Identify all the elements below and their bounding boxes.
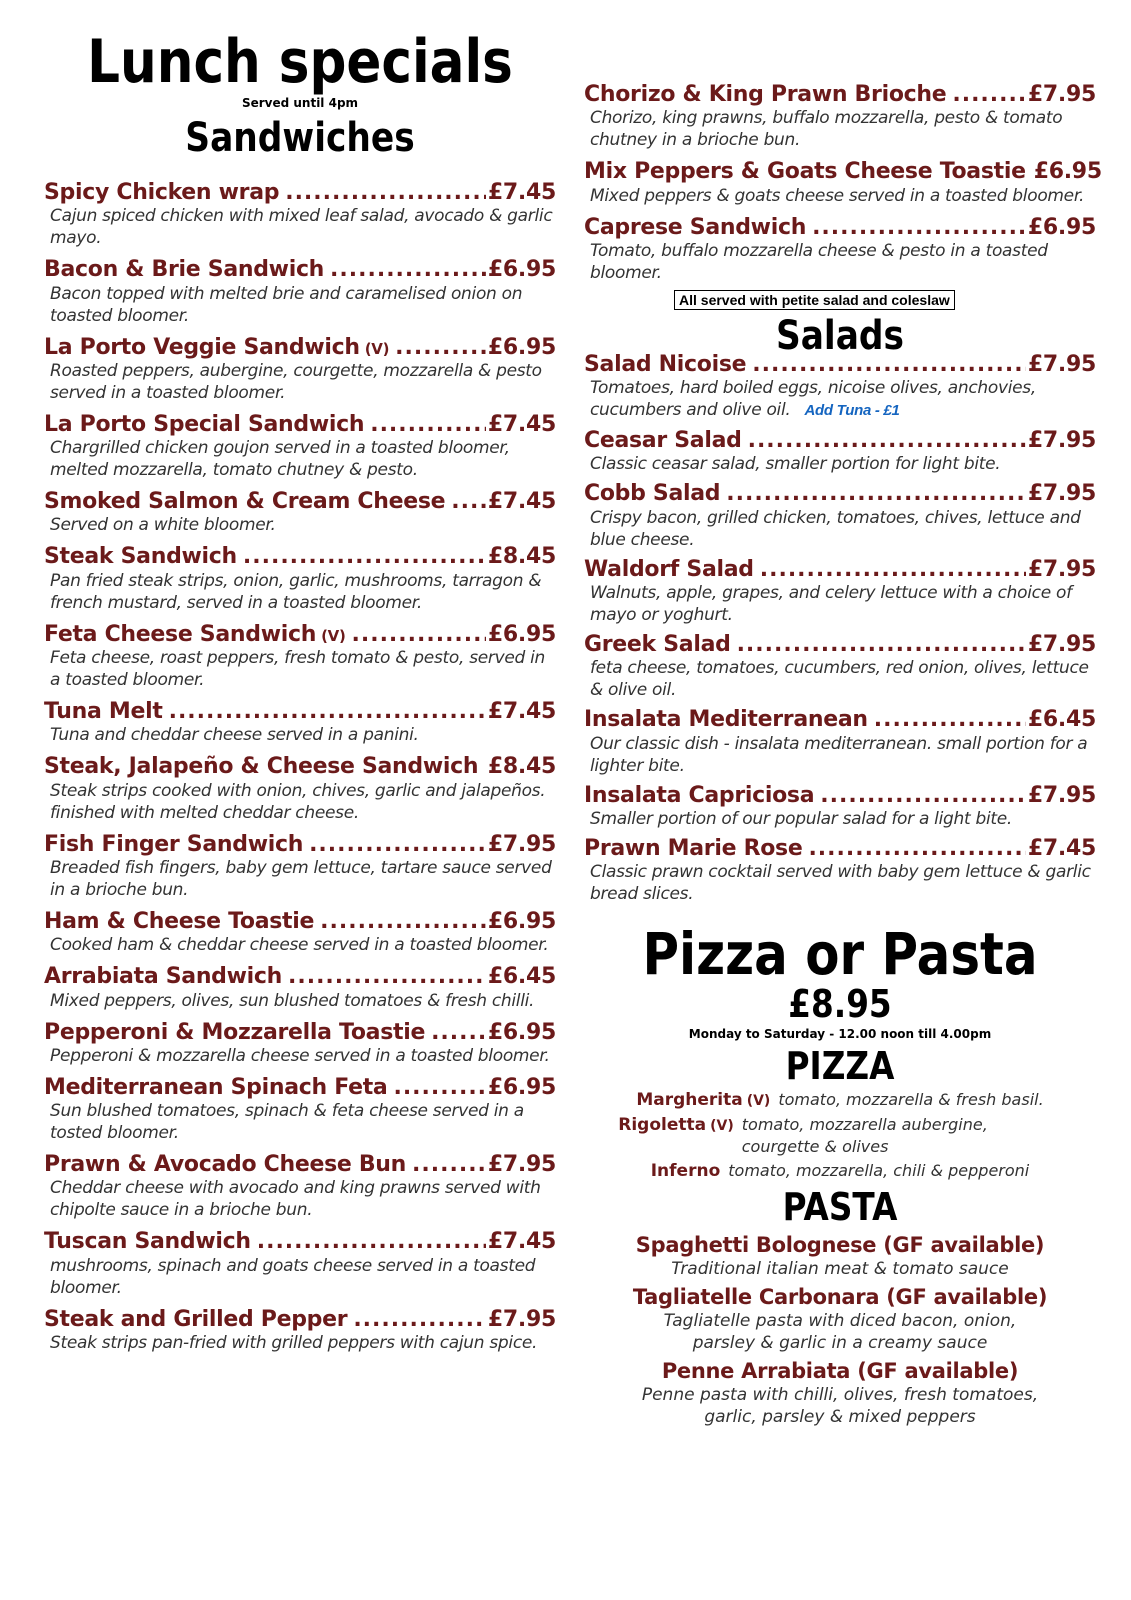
menu-item-header xyxy=(584,557,1096,582)
pizza-name-text: Rigoletta xyxy=(618,1115,707,1136)
menu-item-name: Insalata Capriciosa xyxy=(584,782,815,808)
menu-item-price: £7.45 xyxy=(487,1229,556,1255)
menu-item-description-text: Mixed peppers & goats cheese served in a toasted bloomer. xyxy=(590,185,1085,206)
pizza-description: tomato, mozzarella, chili & pepperoni xyxy=(728,1161,1030,1181)
sandwich-list-left xyxy=(44,180,556,1354)
menu-item-price: £7.95 xyxy=(487,831,556,857)
menu-item-name: Waldorf Salad xyxy=(584,556,754,582)
menu-item-description xyxy=(50,283,556,327)
menu-item xyxy=(44,622,556,691)
menu-item-name: Salad Nicoise xyxy=(584,351,747,377)
menu-item-description xyxy=(50,780,556,824)
menu-item-description-text: feta cheese, tomatoes, cucumbers, red onion, olives, lettuce & olive oil. xyxy=(590,658,1089,701)
vegetarian-badge: (V) xyxy=(321,626,346,645)
dot-leader xyxy=(484,754,486,779)
menu-item-description-text: Cooked ham & cheddar cheese served in a toasted bloomer. xyxy=(50,935,549,956)
menu-item-header xyxy=(44,1152,556,1177)
menu-item-name: Cobb Salad xyxy=(584,481,721,507)
right-column xyxy=(584,0,1102,1432)
menu-item-name: Insalata Mediterranean xyxy=(584,707,868,733)
menu-item-price: £7.95 xyxy=(1027,556,1096,582)
menu-item-price: £7.45 xyxy=(487,699,556,725)
menu-item-price: £7.95 xyxy=(487,1306,556,1332)
menu-item-description-text: Cheddar cheese with avocado and king prawns served with chipolte sauce in a brioche bun. xyxy=(50,1178,541,1221)
menu-item-name: La Porto Veggie Sandwich xyxy=(44,334,360,360)
dot-leader xyxy=(257,1229,486,1254)
menu-item-name: Ceasar Salad xyxy=(584,428,742,454)
pizza-list xyxy=(584,1089,1096,1182)
menu-item-description xyxy=(590,377,1096,422)
served-with-note: All served with petite salad and coleslaw xyxy=(674,290,955,310)
menu-item-price: £7.95 xyxy=(1027,632,1096,658)
pizza-item xyxy=(584,1160,1096,1182)
menu-item-price: £6.95 xyxy=(487,1019,556,1045)
dot-leader xyxy=(370,412,486,437)
menu-item-header xyxy=(44,622,556,647)
menu-item-name: La Porto Special Sandwich xyxy=(44,411,365,437)
menu-item-price: £7.95 xyxy=(1027,428,1096,454)
dot-leader xyxy=(451,489,486,514)
menu-item-header xyxy=(44,489,556,514)
dot-leader xyxy=(726,481,1026,506)
dot-leader xyxy=(285,180,486,205)
menu-item-price: £7.95 xyxy=(1027,82,1096,107)
menu-item-price: £6.95 xyxy=(487,621,556,647)
menu-item-header xyxy=(584,428,1096,453)
vegetarian-badge: (V) xyxy=(364,339,390,358)
menu-item-price: £6.45 xyxy=(1027,707,1096,733)
dot-leader xyxy=(393,1075,485,1100)
menu-item-description-text: Sun blushed tomatoes, spinach & feta cheese served in a tosted bloomer. xyxy=(50,1101,524,1144)
menu-item-header xyxy=(44,412,556,437)
menu-item-description-text: mushrooms, spinach and goats cheese served in a toasted bloomer. xyxy=(50,1255,536,1298)
menu-item-description xyxy=(590,657,1096,701)
menu-item-description xyxy=(50,857,556,901)
menu-item-price: £6.95 xyxy=(487,334,556,360)
pizza-item xyxy=(584,1114,1096,1158)
menu-item-price: £7.95 xyxy=(1027,782,1096,808)
menu-item xyxy=(44,489,556,536)
page-title: Lunch specials xyxy=(87,27,513,97)
menu-item-price: £6.45 xyxy=(487,964,556,990)
dot-leader xyxy=(874,707,1026,732)
menu-item-name: Prawn & Avocado Cheese Bun xyxy=(44,1152,407,1178)
menu-item-description xyxy=(50,514,556,536)
dot-leader xyxy=(412,1152,486,1177)
dot-leader xyxy=(748,428,1026,453)
menu-item-price: £7.45 xyxy=(1027,835,1096,861)
menu-item-price: £7.45 xyxy=(487,411,556,437)
dot-leader xyxy=(320,909,486,934)
menu-item-price: £8.45 xyxy=(487,754,556,780)
menu-item-description-text: Walnuts, apple, grapes, and celery lettuce with a choice of mayo or yoghurt. xyxy=(590,583,1072,626)
menu-item-price: £6.95 xyxy=(1027,214,1096,240)
menu-item-addon: Add Tuna - £1 xyxy=(804,402,900,420)
menu-item-description xyxy=(50,934,556,956)
menu-item-description xyxy=(50,647,556,691)
menu-item-header xyxy=(44,832,556,857)
menu-item xyxy=(44,412,556,481)
menu-item xyxy=(44,335,556,404)
pizza-heading: PIZZA xyxy=(785,1044,895,1089)
menu-item-name: Smoked Salmon & Cream Cheese xyxy=(44,489,446,515)
menu-item xyxy=(44,909,556,956)
pizza-name xyxy=(636,1089,770,1112)
menu-item-header xyxy=(584,836,1096,861)
menu-item-description xyxy=(590,507,1096,551)
menu-item-description xyxy=(590,240,1096,284)
pizza-description: tomato, mozzarella aubergine, courgette & olives xyxy=(741,1115,988,1157)
dot-leader xyxy=(288,964,486,989)
menu-item-name: Prawn Marie Rose xyxy=(584,835,803,861)
pasta-name: Tagliatelle Carbonara (GF available) xyxy=(632,1285,1048,1310)
menu-item xyxy=(44,754,556,823)
menu-item-description-text: Breaded fish fingers, baby gem lettuce, tartare sauce served in a brioche bun. xyxy=(50,857,552,900)
menu-item-price: £7.45 xyxy=(487,180,556,205)
vegetarian-badge: (V) xyxy=(746,1093,771,1110)
pizza-name xyxy=(651,1160,721,1182)
menu-item xyxy=(584,428,1096,475)
menu-item-header xyxy=(44,1307,556,1332)
menu-item-description-text: Feta cheese, roast peppers, fresh tomato & pesto, served in a toasted bloomer. xyxy=(50,648,546,691)
pizza-description: tomato, mozzarella & fresh basil. xyxy=(778,1090,1044,1110)
pizza-pasta-price: £8.95 xyxy=(788,982,892,1027)
menu-item-description-text: Pan fried steak strips, onion, garlic, mushrooms, tarragon & french mustard, served in a toasted bloomer. xyxy=(50,570,542,613)
sandwich-list-right xyxy=(584,82,1102,284)
menu-item xyxy=(44,832,556,901)
menu-item xyxy=(584,82,1096,151)
sandwiches-heading: Sandwiches xyxy=(185,115,415,161)
menu-item-description xyxy=(50,1100,556,1144)
menu-item-description-text: Steak strips pan-fried with grilled peppers with cajun spice. xyxy=(50,1333,538,1354)
pasta-item xyxy=(584,1232,1096,1280)
menu-item-description-text: Smaller portion of our popular salad for a light bite. xyxy=(590,808,1012,829)
dot-leader xyxy=(309,832,486,857)
menu-item-name: Greek Salad xyxy=(584,632,731,658)
menu-item-description xyxy=(50,360,556,404)
menu-item-description xyxy=(50,990,556,1012)
menu-item-price: £7.95 xyxy=(1027,481,1096,507)
menu-item-name: Tuscan Sandwich xyxy=(44,1229,251,1255)
menu-item xyxy=(44,964,556,1011)
menu-item-header xyxy=(44,257,556,282)
pizza-pasta-heading: Pizza or Pasta xyxy=(642,920,1038,989)
menu-item xyxy=(584,557,1096,626)
pasta-heading: PASTA xyxy=(782,1185,898,1230)
pizza-item xyxy=(584,1089,1096,1112)
menu-item-description xyxy=(50,1177,556,1221)
menu-item-price: £6.95 xyxy=(1033,159,1102,185)
menu-item xyxy=(44,544,556,613)
dot-leader xyxy=(330,257,486,282)
menu-item-name: Bacon & Brie Sandwich xyxy=(44,257,325,283)
menu-item xyxy=(584,783,1096,830)
menu-item-name: Caprese Sandwich xyxy=(584,214,807,240)
menu-item-description xyxy=(590,107,1096,151)
served-with-note-wrap xyxy=(674,290,1096,310)
menu-item-description-text: Classic ceasar salad, smaller portion for light bite. xyxy=(590,454,1001,475)
menu-item xyxy=(584,707,1096,776)
menu-item-header xyxy=(44,335,556,360)
menu-item-price: £6.95 xyxy=(487,257,556,283)
menu-item-name: Pepperoni & Mozzarella Toastie xyxy=(44,1019,426,1045)
menu-item-description-text: Our classic dish - insalata mediterranean. small portion for a lighter bite. xyxy=(590,733,1088,776)
pizza-pasta-section xyxy=(584,920,1096,1428)
menu-item-description-text: Tuna and cheddar cheese served in a panini. xyxy=(50,725,419,746)
menu-item-name: Spicy Chicken wrap xyxy=(44,180,280,205)
menu-item-name: Tuna Melt xyxy=(44,699,163,725)
menu-item-price: £7.95 xyxy=(1027,351,1096,377)
dot-leader xyxy=(952,82,1026,107)
menu-item-description-text: Chorizo, king prawns, buffalo mozzarella, pesto & tomato chutney in a brioche bun. xyxy=(590,108,1063,151)
menu-item-header xyxy=(44,1020,556,1045)
pasta-description: Penne pasta with chilli, olives, fresh tomatoes, garlic, parsley & mixed peppers xyxy=(641,1385,1039,1428)
pasta-description: Tagliatelle pasta with diced bacon, onion, parsley & garlic in a creamy sauce xyxy=(663,1311,1017,1354)
menu-item xyxy=(44,257,556,326)
menu-item-name: Steak and Grilled Pepper xyxy=(44,1306,348,1332)
menu-item-description xyxy=(50,570,556,614)
menu-item-description xyxy=(50,437,556,481)
dot-leader xyxy=(431,1020,486,1045)
menu-item-description xyxy=(50,1045,556,1067)
menu-item-description-text: Roasted peppers, aubergine, courgette, mozzarella & pesto served in a toasted bloomer. xyxy=(50,360,542,403)
dot-leader xyxy=(395,335,486,360)
menu-item-name: Steak Sandwich xyxy=(44,544,237,570)
menu-item xyxy=(584,632,1096,701)
menu-item-price: £7.95 xyxy=(487,1152,556,1178)
menu-item xyxy=(44,1020,556,1067)
menu-item-name: Arrabiata Sandwich xyxy=(44,964,282,990)
dot-leader xyxy=(808,836,1025,861)
menu-item-header xyxy=(584,159,1102,185)
menu-item xyxy=(584,159,1102,206)
menu-item-header xyxy=(584,632,1096,657)
menu-item xyxy=(584,481,1096,550)
left-column xyxy=(44,0,556,1362)
menu-item xyxy=(584,836,1096,905)
menu-item-header xyxy=(44,964,556,989)
pizza-name-text: Margherita xyxy=(636,1090,743,1111)
menu-item-description-text: Pepperoni & mozzarella cheese served in a toasted bloomer. xyxy=(50,1045,550,1066)
menu-item-price: £6.95 xyxy=(487,908,556,934)
pasta-item xyxy=(584,1284,1096,1354)
vegetarian-badge: (V) xyxy=(710,1118,734,1135)
menu-item-description xyxy=(590,453,1096,475)
menu-item-header xyxy=(44,1075,556,1100)
dot-leader xyxy=(737,632,1026,657)
salads-heading: Salads xyxy=(775,312,905,359)
dot-leader xyxy=(812,215,1026,240)
menu-item-header xyxy=(584,82,1096,107)
pizza-pasta-hours: Monday to Saturday - 12.00 noon till 4.00pm xyxy=(688,1027,992,1042)
menu-item-name: Chorizo & King Prawn Brioche xyxy=(584,82,947,107)
menu-item-header xyxy=(44,544,556,569)
menu-item-header xyxy=(584,707,1096,732)
menu-item-description-text: Bacon topped with melted brie and caramelised onion on toasted bloomer. xyxy=(50,283,523,326)
pizza-name xyxy=(618,1114,734,1158)
dot-leader xyxy=(169,699,486,724)
menu-item xyxy=(44,180,556,249)
pasta-description: Traditional italian meat & tomato sauce xyxy=(671,1259,1009,1280)
menu-item-description xyxy=(590,808,1096,830)
menu-item xyxy=(44,1075,556,1144)
dot-leader xyxy=(353,1307,486,1332)
menu-item-header xyxy=(584,783,1096,808)
pasta-name: Penne Arrabiata (GF available) xyxy=(661,1359,1019,1384)
menu-item xyxy=(44,1229,556,1298)
menu-item xyxy=(584,352,1096,422)
menu-item xyxy=(44,699,556,746)
menu-item-description-text: Crispy bacon, grilled chicken, tomatoes, chives, lettuce and blue cheese. xyxy=(590,507,1081,550)
menu-item xyxy=(44,1307,556,1354)
menu-item-name: Ham & Cheese Toastie xyxy=(44,908,315,934)
menu-item-description-text: Cajun spiced chicken with mixed leaf salad, avocado & garlic mayo. xyxy=(50,206,553,249)
menu-item-description xyxy=(590,733,1096,777)
dot-leader xyxy=(243,544,486,569)
pasta-item xyxy=(584,1358,1096,1428)
menu-item-header xyxy=(584,215,1096,240)
menu-item-description-text: Served on a white bloomer. xyxy=(50,515,276,536)
menu-item-description xyxy=(590,185,1096,207)
salad-list xyxy=(584,352,1096,905)
dot-leader xyxy=(760,557,1026,582)
menu-item-description xyxy=(50,1332,556,1354)
pizza-name-text: Inferno xyxy=(650,1161,721,1182)
menu-item-header xyxy=(44,1229,556,1254)
menu-item-header xyxy=(44,180,556,205)
menu-item-name: Mix Peppers & Goats Cheese Toastie xyxy=(584,159,1026,185)
menu-item-header xyxy=(44,754,556,779)
menu-item-description xyxy=(50,724,556,746)
served-until-note: Served until 4pm xyxy=(241,96,359,110)
pasta-list xyxy=(584,1232,1096,1428)
menu-item-description xyxy=(590,861,1096,905)
menu-item xyxy=(44,1152,556,1221)
menu-item-header xyxy=(44,909,556,934)
menu-item-price: £8.45 xyxy=(487,544,556,570)
menu-item-header xyxy=(584,481,1096,506)
menu-item-description-text: Steak strips cooked with onion, chives, garlic and jalapeños. finished with melted cheddar cheese. xyxy=(50,780,546,823)
menu-item-header xyxy=(44,699,556,724)
menu-item-name: Feta Cheese Sandwich xyxy=(44,621,317,647)
pasta-name: Spaghetti Bolognese (GF available) xyxy=(635,1233,1045,1258)
menu-item-description-text: Classic prawn cocktail served with baby gem lettuce & garlic bread slices. xyxy=(590,862,1091,905)
menu-item-description-text: Tomato, buffalo mozzarella cheese & pesto in a toasted bloomer. xyxy=(590,240,1048,283)
menu-item-description-text: Tomatoes, hard boiled eggs, nicoise olives, anchovies, cucumbers and olive oil. xyxy=(590,378,1036,421)
menu-item-price: £6.95 xyxy=(487,1074,556,1100)
menu-item-description-text: Chargrilled chicken goujon served in a toasted bloomer, melted mozzarella, tomato chutney & pesto. xyxy=(50,438,510,481)
menu-item-description-text: Mixed peppers, olives, sun blushed tomatoes & fresh chilli. xyxy=(50,990,535,1011)
menu-item-name: Fish Finger Sandwich xyxy=(44,831,304,857)
menu-item-name: Mediterranean Spinach Feta xyxy=(44,1074,388,1100)
dot-leader xyxy=(352,622,486,647)
menu-item-description xyxy=(50,1255,556,1299)
menu-item-name: Steak, Jalapeño & Cheese Sandwich xyxy=(44,754,479,780)
dot-leader xyxy=(820,783,1026,808)
menu-item-description xyxy=(590,582,1096,626)
menu-item xyxy=(584,215,1096,284)
menu-item-price: £7.45 xyxy=(487,489,556,515)
menu-item-description xyxy=(50,205,556,249)
